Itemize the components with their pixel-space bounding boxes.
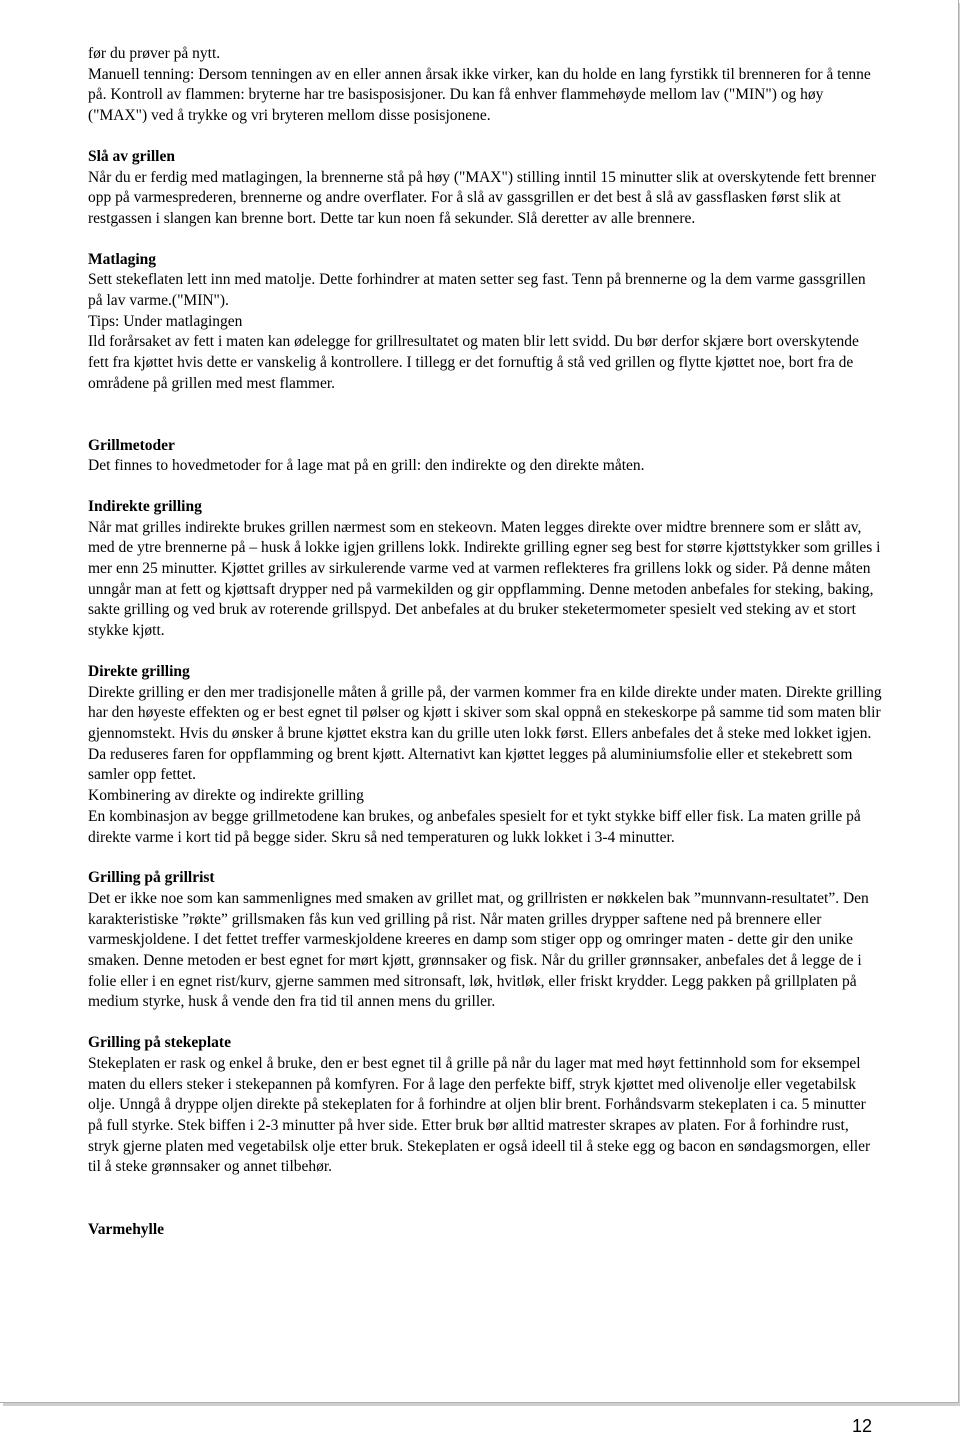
paragraph-direkte-grilling: Direkte grilling er den mer tradisjonelle måten å grille på, der varmen kommer fra en kilde direkte under maten. Direkte grilling har den høyeste effekten og er best egnet til pølser og kjøtt i skiver som skal oppnå en stekeskorpe på samme tid som maten blir gjennomstekt. Hvis du ønsker å brune kjøttet ekstra kan du grille uten lokk først. Ellers anbefales det å steke med lokket igjen. Da reduseres faren for oppflamming og brent kjøtt. Alternativt kan kjøttet legges på aluminiumsfolie eller et stekebrett som samler opp fettet. (88, 683, 882, 784)
paragraph-tips: Ild forårsaket av fett i maten kan ødelegge for grillresultatet og maten blir lett svidd. Du bør derfor skjære bort overskytende fett fra kjøttet hvis dette er vanskelig å kontrollere. I tillegg er det fornuftig å stå ved grillen og flytte kjøttet noe, bort fra de områdene på grillen med mest flammer. (88, 333, 859, 392)
kombinering-label: Kombinering av direkte og indirekte grilling (88, 787, 364, 805)
heading-grillmetoder: Grillmetoder (88, 436, 175, 454)
paragraph-indirekte-grilling: Når mat grilles indirekte brukes grillen nærmest som en stekeovn. Maten legges direkte over midtre brennere som er slått av, med de ytre brennerne på – husk å lokke igjen grillens lokk. Indirekte grilling egner seg best for større kjøttstykker som grilles i mer enn 25 minutter. Kjøttet grilles av sirkulerende varme ved at varmen reflekteres fra grillens lokk og sider. På denne måten unngår man at fett og kjøttsaft drypper ned på varmekilden og gir oppflamming. Denne metoden anbefales for steking, baking, sakte grilling og ved bruk av roterende grillspyd. Det anbefales at du bruker steketermometer spesielt ved steking av et stort stykke kjøtt. (88, 518, 881, 640)
heading-indirekte-grilling: Indirekte grilling (88, 497, 202, 515)
page-number: 12 (851, 1416, 872, 1436)
paragraph-grilling-pa-grillrist: Det er ikke noe som kan sammenlignes med smaken av grillet mat, og grillristen er nøkkelen bak ”munnvann-resultatet”. Den karakteristiske ”røkte” grillsmaken fås kun ved grilling på rist. Når maten grilles drypper saftene ned på brennere eller varmeskjoldene. I det fettet treffer varmeskjoldene kreeres en damp som stiger opp og omringer maten - dette gir den unike smaken. Denne metoden er best egnet for mørt kjøtt, grønnsaker og fisk. Når du griller grønnsaker, anbefales det å legge de i folie eller i en egnet rist/kurv, gjerne sammen med sitronsaft, løk, hvitløk, eller friskt krydder. Legg pakken på grillplaten på medium styrke, husk å vende den fra tid til annen mens du griller. (88, 889, 869, 1011)
heading-varmehylle: Varmehylle (88, 1221, 165, 1239)
heading-grilling-pa-stekeplate: Grilling på stekeplate (88, 1034, 231, 1052)
intro-paragraph: Manuell tenning: Dersom tenningen av en eller annen årsak ikke virker, kan du holde en lang fyrstikk til brenneren for å tenne på. Kontroll av flammen: bryterne har tre basisposisjoner. Du kan få enhver flammehøyde mellom lav ("MIN") og høy ("MAX") ved å trykke og vri bryteren mellom disse posisjonene. (88, 65, 871, 125)
heading-grilling-pa-grillrist: Grilling på grillrist (88, 869, 215, 887)
intro-line: før du prøver på nytt. (88, 45, 221, 62)
page-content (88, 44, 883, 1241)
heading-matlaging: Matlaging (88, 250, 157, 268)
heading-sla-av-grillen: Slå av grillen (88, 147, 175, 165)
paragraph-kombinering: En kombinasjon av begge grillmetodene kan brukes, og anbefales spesielt for et tykt stykke biff eller fisk. La maten grille på direkte varme i kort tid på begge sider. Skru så ned temperaturen og lukk lokket i 3-4 minutter. (88, 807, 861, 846)
paragraph-matlaging: Sett stekeflaten lett inn med matolje. Dette forhindrer at maten setter seg fast. Tenn på brennerne og la dem varme gassgrillen på lav varme.("MIN"). (88, 271, 866, 310)
heading-direkte-grilling: Direkte grilling (88, 662, 190, 680)
paragraph-grillmetoder: Det finnes to hovedmetoder for å lage mat på en grill: den indirekte og den direkte måten. (88, 457, 645, 475)
tips-label: Tips: Under matlagingen (88, 312, 243, 330)
paragraph-sla-av-grillen: Når du er ferdig med matlagingen, la brennerne stå på høy ("MAX") stilling inntil 15 minutter slik at overskytende fett brenner opp på varmesprederen, brennerne og andre overflater. For å slå av gassgrillen er det best å slå av gassflasken først slik at restgassen i slangen kan brenne bort. Dette tar kun noen få sekunder. Slå deretter av alle brennere. (88, 168, 876, 227)
paragraph-grilling-pa-stekeplate: Stekeplaten er rask og enkel å bruke, den er best egnet til å grille på når du lager mat med høyt fettinnhold som for eksempel maten du ellers steker i stekepannen på komfyren. For å lage den perfekte biff, stryk kjøttet med olivenolje eller vegetabilsk olje. Unngå å dryppe oljen direkte på stekeplaten for å forhindre at oljen blir brent. Forhåndsvarm stekeplaten i ca. 5 minutter på full styrke. Stek biffen i 2-3 minutter på hver side. Etter bruk bør alltid matrester skrapes av platen. For å forhindre rust, stryk gjerne platen med vegetabilsk olje etter bruk. Stekeplaten er også ideell til å steke egg og bacon en søndagsmorgen, eller til å steke grønnsaker og annet tilbehør. (88, 1054, 871, 1176)
